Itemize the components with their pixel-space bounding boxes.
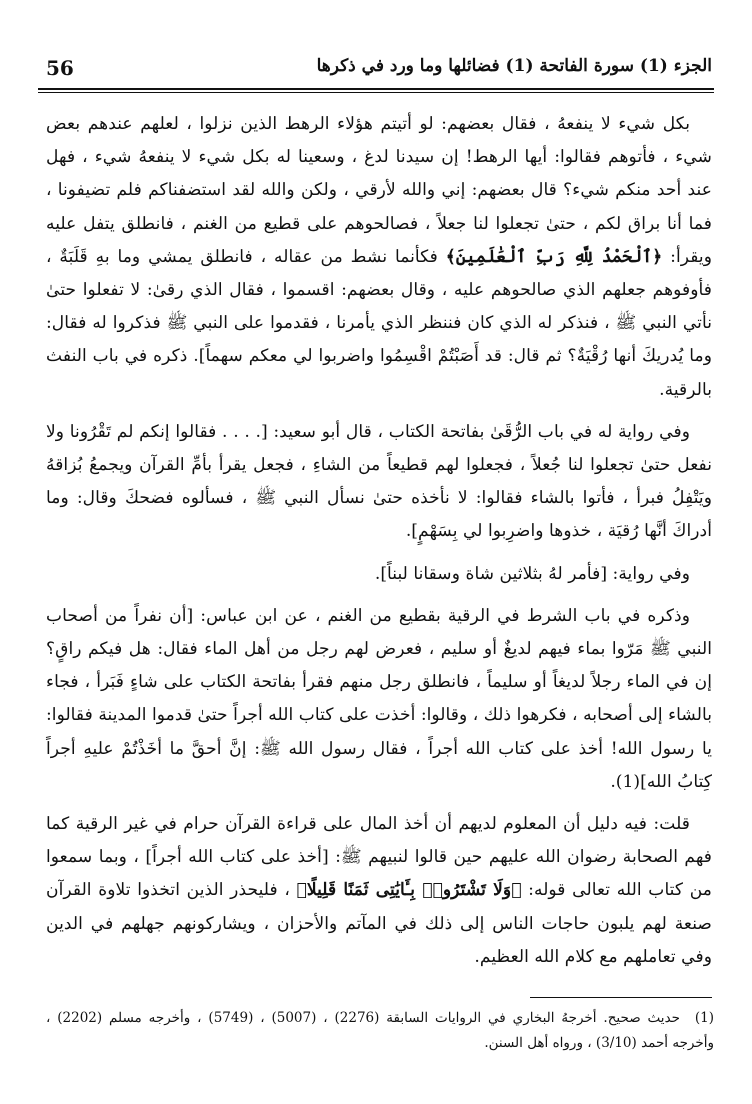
footnote-number: (1) <box>694 1010 714 1026</box>
quran-verse: ﴿ٱلْحَمْدُ لِلَّهِ رَبِّ ٱلْعَٰلَمِينَ﴾ <box>445 246 663 267</box>
running-head: الجزء (1) سورة الفاتحة (1) فضائلها وما ورد في ذكرها <box>316 56 712 76</box>
paragraph-text: ، فليحذر الذين اتخذوا تلاوة القرآن صنعة لهم يلبون حاجات الناس إلى ذلك في المآتم والأحزان ، ويشاركونهم جهلهم في الدين وفي تعاملهم مع كلام الله العظيم. <box>46 880 712 967</box>
header-rule-thin <box>38 92 714 93</box>
paragraph-3 <box>46 558 712 591</box>
paragraph-2 <box>46 416 712 549</box>
paragraph-4 <box>46 600 712 799</box>
paragraph-text: قلت: فيه دليل أن المعلوم لديهم أن أخذ المال على قراءة القرآن حرام في غير الرقية كما فهم الصحابة رضوان الله عليهم حين قالوا لنبيهم ﷺ: [أخذ على كتاب الله أجراً] ، وبما سمعوا من كتاب الله تعالى قوله: <box>46 814 712 901</box>
body-text <box>46 108 712 983</box>
page-header <box>38 52 714 86</box>
footnote-rule <box>530 997 712 998</box>
page-number: 56 <box>46 56 74 80</box>
paragraph-text: وفي رواية له في باب الرُّقَىٰ بفاتحة الكتاب ، قال أبو سعيد: [. . . . فقالوا إنكم لم تَقْرُونا ولا نفعل حتىٰ تجعلوا لنا جُعلاً ، فجعلوا لهم قطيعاً من الشاءِ ، فجعل يقرأ بأمِّ القرآن ويجمعُ بُزاقهُ ويَتْفِلُ فبرأ ، فأتوا بالشاء فقالوا: لا نأخذه حتىٰ نسأل النبي ﷺ ، فسألوه فضحكَ وقال: وما أدراكَ أنَّها رُقيَة ، خذوها واضرِبوا لي بِسَهْمٍ]. <box>46 421 712 542</box>
paragraph-text: فكأنما نشط من عقاله ، فانطلق يمشي وما بهِ قَلَبَةٌ ، فأوفوهم جعلهم الذي صالحوهم عليه ، وقال بعضهم: اقسموا ، فقال الذي رقىٰ: لا تفعلوا حتىٰ نأتي النبي ﷺ ، فنذكر له الذي كان فننظر الذي يأمرنا ، فقدموا على النبي ﷺ فذكروا له فقال: وما يُدريكَ أنها رُقْيَةٌ؟ ثم قال: قد أَصَبْتُمْ اقْسِمُوا واضربوا لي معكم سهماً]. ذكره في باب النفث بالرقية. <box>46 246 712 400</box>
header-rule-thick <box>38 88 714 90</box>
quran-verse: ﴿وَلَا تَشْتَرُوا۟ بِـَٔايَٰتِى ثَمَنًا قَلِيلًا﴾ <box>296 880 522 901</box>
paragraph-1 <box>46 108 712 407</box>
paragraph-text: بكل شيء لا ينفعهُ ، فقال بعضهم: لو أتيتم هؤلاء الرهط الذين نزلوا ، لعلهم عندهم بعض شيء ، فأتوهم فقالوا: أيها الرهط! إن سيدنا لدغ ، وسعينا له بكل شيء لا ينفعهُ شيء ، فهل عند أحد منكم شيء؟ قال بعضهم: إني والله لأرقي ، ولكن والله لقد استضفناكم فلم تضيفونا ، فما أنا براق لكم ، حتىٰ تجعلوا لنا جعلاً ، فصالحوهم على قطيع من الغنم ، فانطلق يتفل عليه ويقرأ: <box>46 114 712 267</box>
paragraph-5 <box>46 808 712 974</box>
paragraph-text: وفي رواية: [فأمر لهُ بثلاثين شاة وسقانا لبناً]. <box>374 563 690 584</box>
footnote <box>46 1006 714 1056</box>
footnote-text: حديث صحيح. أخرجهُ البخاري في الروايات السابقة (2276) ، (5007) ، (5749) ، وأخرجه مسلم (2202) ، وأخرجه أحمد (3/10) ، ورواه أهل السنن. <box>46 1010 714 1051</box>
paragraph-text: وذكره في باب الشرط في الرقية بقطيع من الغنم ، عن ابن عباس: [أن نفراً من أصحاب النبي ﷺ مَرّوا بماء فيهم لديغٌ أو سليم ، فعرض لهم رجل من أهل الماء فقال: هل فيكم راقٍ؟ إن في الماء رجلاً لديغاً أو سليماً ، فانطلق رجل منهم فقرأ بفاتحة الكتاب على شاءٍ فَبَرأ ، فجاء بالشاء إلى أصحابه ، فكرهوا ذلك ، وقالوا: أخذت على كتاب الله أجراً حتىٰ قدموا المدينة فقالوا: يا رسول الله! أخذ على كتاب الله أجراً ، فقال رسول الله ﷺ: إنَّ أحقَّ ما أخَذْتُمْ عليهِ أجراً كِتابُ الله](1). <box>46 605 712 792</box>
